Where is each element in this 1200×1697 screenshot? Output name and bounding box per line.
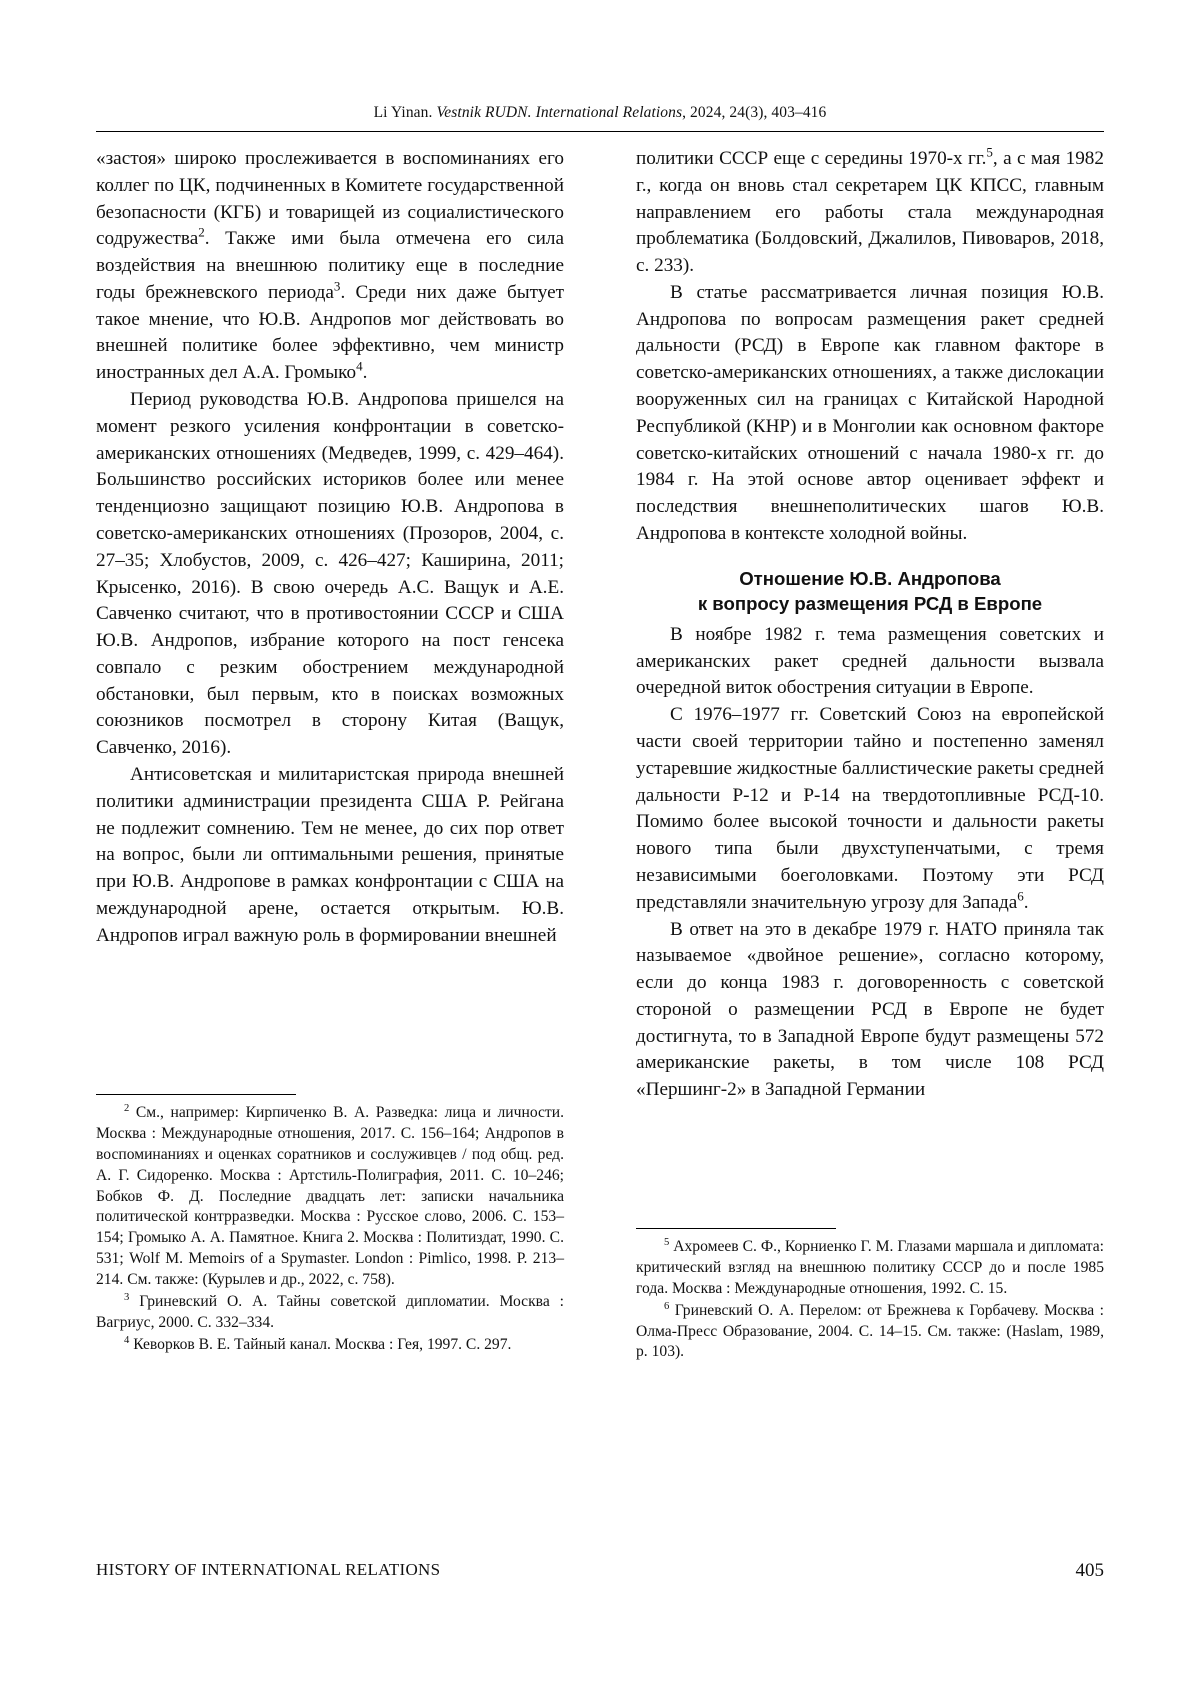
right-footnotes (636, 1214, 1104, 1364)
paragraph: В статье рассматривается личная позиция Ю.В. Андропова по вопросам размещения ракет средней дальности (РСД) в Европе как главном факторе в советско-американских отношениях, а также дислокации вооруженных сил на границах с Китайской Народной Республикой (КНР) и в Монголии как основном факторе советско-китайских отношений с начала 1980-х гг. до 1984 г. На этой основе автор оценивает эффект и последствия внешнеполитических шагов Ю.В. Андропова в контексте холодной войны. (636, 281, 1104, 544)
paragraph (636, 702, 1104, 916)
footnote (96, 1292, 564, 1334)
footnote-number: 3 (124, 1291, 130, 1303)
section-heading (636, 566, 1104, 616)
paragraph-segment: С 1976–1977 гг. Советский Союз на европейской части своей территории тайно и постепенно заменял устаревшие жидкостные баллистические ракеты средней дальности Р-12 и Р-14 на твердотопливные РСД-10. Помимо более высокой точности и дальности ракеты нового типа были двухступенчатыми, с тремя независимыми боеголовками. Поэтому эти РСД представляли значительную угрозу для Запада (636, 704, 1104, 913)
right-column-text (636, 146, 1104, 1104)
footer-section-label: HISTORY OF INTERNATIONAL RELATIONS (96, 1560, 441, 1579)
footnote-number: 5 (664, 1236, 670, 1248)
paragraph-segment: . (362, 362, 368, 384)
left-column-text (96, 146, 564, 949)
footnote-text: Кеворков В. Е. Тайный канал. Москва : Гея, 1997. С. 297. (133, 1335, 512, 1353)
footnote-marker-6[interactable]: 6 (1017, 888, 1024, 904)
header-rule (96, 131, 1104, 132)
footnote (96, 1335, 564, 1356)
footnote (96, 1103, 564, 1291)
paragraph: В ноябре 1982 г. тема размещения советских и американских ракет средней дальности вызвала очередной виток обострения ситуации в Европе. (636, 623, 1104, 699)
footnote-number: 6 (664, 1300, 670, 1312)
running-head-author: Li Yinan. (373, 104, 437, 121)
running-head-issue: , 2024, 24(3), 403–416 (682, 104, 827, 121)
footnote-rule (96, 1094, 296, 1095)
footnote-marker-2[interactable]: 2 (198, 224, 205, 240)
page-number: 405 (1075, 1560, 1104, 1581)
paragraph (636, 146, 1104, 280)
footnote-rule (636, 1228, 836, 1229)
paragraph (96, 146, 564, 387)
section-heading-line-1: Отношение Ю.В. Андропова (739, 567, 1001, 589)
footnote-text: Гриневский О. А. Тайны советской дипломатии. Москва : Вагриус, 2000. С. 332–334. (96, 1293, 564, 1331)
running-head (96, 104, 1104, 122)
paragraph-segment: . Также ими была отмечена его сила воздействия на внешнюю политику еще в последние годы брежневского периода (96, 228, 564, 303)
footnote-number: 4 (124, 1334, 130, 1346)
footnote (636, 1301, 1104, 1364)
paragraph-segment: . (1023, 891, 1029, 913)
footnote-text: Гриневский О. А. Перелом: от Брежнева к Горбачеву. Москва : Олма-Пресс Образование, 2004. С. 14–15. См. также: (Haslam, 1989, р. 103). (636, 1301, 1104, 1361)
running-head-journal: Vestnik RUDN. International Relations (436, 104, 683, 121)
paragraph: Антисоветская и милитаристская природа внешней политики администрации президента США Р. Рейгана не подлежит сомнению. Тем не менее, до сих пор ответ на вопрос, были ли оптимальными решения, принятые при Ю.В. Андропове в рамках конфронтации с США на международной арене, остается открытым. Ю.В. Андропов играл важную роль в формировании внешней (96, 763, 564, 946)
footnote-marker-4[interactable]: 4 (356, 358, 363, 374)
paragraph: В ответ на это в декабре 1979 г. НАТО приняла так называемое «двойное решение», согласно которому, если до конца 1983 г. договоренность с советской стороной о размещении РСД в Европе не будет достигнута, то в Западной Европе будут размещены 572 американские ракеты, в том числе 108 РСД «Першинг-2» в Западной Германии (636, 918, 1104, 1101)
footnote-number: 2 (124, 1102, 130, 1114)
paragraph-segment: , а с мая 1982 г., когда он вновь стал секретарем ЦК КПСС, главным направлением его работы стала международная проблематика (Болдовский, Джалилов, Пивоваров, 2018, с. 233). (636, 148, 1104, 277)
footnote-marker-5[interactable]: 5 (986, 144, 993, 160)
paragraph: Период руководства Ю.В. Андропова пришелся на момент резкого усиления конфронтации в советско-американских отношениях (Медведев, 1999, с. 429–464). Большинство российских историков более или менее тенденциозно защищают позицию Ю.В. Андропова в советско-американских отношениях (Прозоров, 2004, с. 27–35; Хлобустов, 2009, с. 426–427; Каширина, 2011; Крысенко, 2016). В свою очередь А.С. Ващук и А.Е. Савченко считают, что в противостоянии СССР и США Ю.В. Андропов, избрание которого на пост генсека совпало с резким обострением международной обстановки, был первым, кто в поисках возможных союзников посмотрел в сторону Китая (Ващук, Савченко, 2016). (96, 389, 564, 759)
paragraph-segment: политики СССР еще с середины 1970-х гг. (636, 148, 987, 169)
paragraph-segment: . Среди них даже бытует такое мнение, что Ю.В. Андропов мог действовать во внешней политике более эффективно, чем министр иностранных дел А.А. Громыко (96, 281, 564, 384)
footnote-text: См., например: Кирпиченко В. А. Разведка: лица и личности. Москва : Международные отношения, 2017. С. 156–164; Андропов в воспоминаниях и оценках соратников и сослуживцев / под общ. ред. А. Г. Сидоренко. Москва : Артстиль-Полиграфия, 2011. С. 10–246; Бобков Ф. Д. Последние двадцать лет: записки начальника политической контрразведки. Москва : Русское слово, 2006. С. 153–154; Громыко А. А. Памятное. Книга 2. Москва : Политиздат, 1990. С. 531; Wolf M. Memoirs of a Spymaster. London : Pimlico, 1998. Р. 213–214. См. также: (Курылев и др., 2022, с. 758). (96, 1104, 564, 1289)
paragraph-segment: «застоя» широко прослеживается в воспоминаниях его коллег по ЦК, подчиненных в Комитете государственной безопасности (КГБ) и товарищей из социалистического содружества (96, 148, 564, 250)
footnote-marker-3[interactable]: 3 (333, 278, 341, 294)
left-footnotes (96, 1080, 564, 1357)
footnote-text: Ахромеев С. Ф., Корниенко Г. М. Глазами маршала и дипломата: критический взгляд на внешнюю политику СССР до и после 1985 года. Москва : Международные отношения, 1992. С. 15. (636, 1238, 1104, 1297)
footnote (636, 1237, 1104, 1300)
section-heading-line-2: к вопросу размещения РСД в Европе (697, 592, 1043, 614)
